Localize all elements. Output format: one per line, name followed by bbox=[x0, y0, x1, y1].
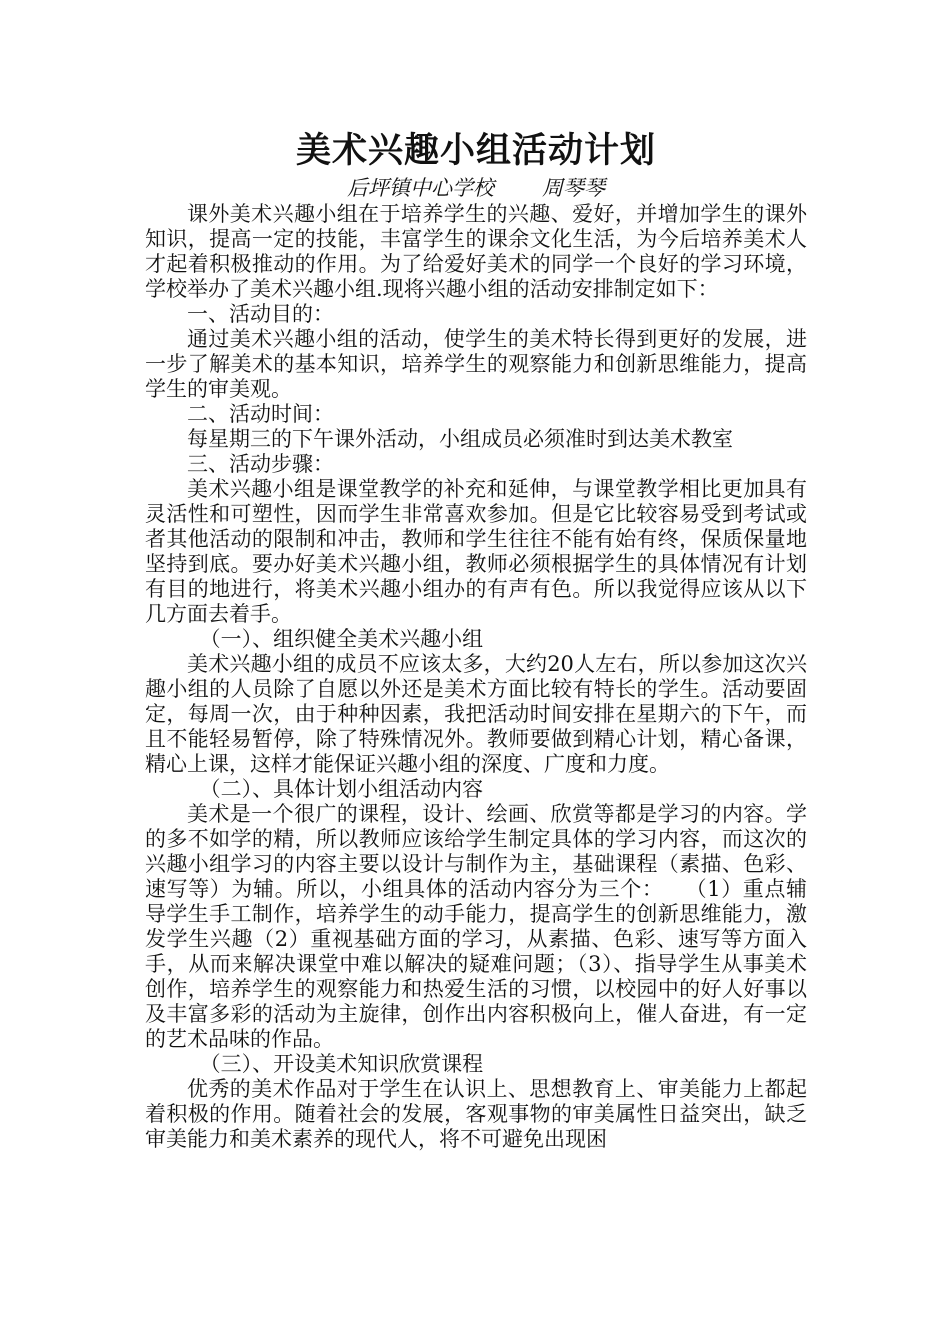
author-name: 周琴琴 bbox=[542, 176, 605, 200]
section-heading-purpose: 一、活动目的： bbox=[187, 302, 334, 326]
purpose-paragraph: 通过美术兴趣小组的活动，使学生的美术特长得到更好的发展，进一步了解美术的基本知识，培养学生的观察能力和创新思维能力，提高学生的审美观。 bbox=[145, 327, 807, 401]
school-name: 后坪镇中心学校 bbox=[347, 176, 494, 200]
intro-paragraph: 课外美术兴趣小组在于培养学生的兴趣、爱好，并增加学生的课外知识，提高一定的技能，丰富学生的课余文化生活，为今后培养美术人才起着积极推动的作用。为了给爱好美术的同学一个良好的学习环境，学校举办了美术兴趣小组.现将兴趣小组的活动安排制定如下： bbox=[145, 202, 807, 301]
subheading-organize: （一）、组织健全美术兴趣小组 bbox=[199, 627, 484, 651]
subheading-content: （二）、具体计划小组活动内容 bbox=[199, 777, 484, 801]
section-heading-steps: 三、活动步骤： bbox=[187, 452, 334, 476]
document-page bbox=[145, 128, 807, 1152]
document-title: 美术兴趣小组活动计划 bbox=[295, 130, 656, 171]
byline bbox=[145, 174, 807, 202]
time-paragraph: 每星期三的下午课外活动，小组成员必须准时到达美术教室 bbox=[187, 427, 733, 451]
subheading-appreciation: （三）、开设美术知识欣赏课程 bbox=[199, 1052, 484, 1076]
appreciation-paragraph: 优秀的美术作品对于学生在认识上、思想教育上、审美能力上都起着积极的作用。随着社会的发展，客观事物的审美属性日益突出，缺乏审美能力和美术素养的现代人，将不可避免出现困 bbox=[145, 1077, 807, 1151]
organize-paragraph: 美术兴趣小组的成员不应该太多，大约20人左右，所以参加这次兴趣小组的人员除了自愿以外还是美术方面比较有特长的学生。活动要固定，每周一次，由于种种因素，我把活动时间安排在星期六的下午，而且不能轻易暂停，除了特殊情况外。教师要做到精心计划，精心备课，精心上课，这样才能保证兴趣小组的深度、广度和力度。 bbox=[145, 652, 807, 776]
content-paragraph: 美术是一个很广的课程，设计、绘画、欣赏等都是学习的内容。学的多不如学的精，所以教师应该给学生制定具体的学习内容，而这次的兴趣小组学习的内容主要以设计与制作为主，基础课程（素描、色彩、速写等）为辅。所以，小组具体的活动内容分为三个： （1）重点辅导学生手工制作，培养学生的动手能力，提高学生的创新思维能力，激发学生兴趣（2）重视基础方面的学习，从素描、色彩、速写等方面入手，从而来解决课堂中难以解决的疑难问题；（3）、指导学生从事美术创作，培养学生的观察能力和热爱生活的习惯，以校园中的好人好事以及丰富多彩的活动为主旋律，创作出内容积极向上，催人奋进，有一定的艺术品味的作品。 bbox=[145, 802, 807, 1051]
steps-paragraph: 美术兴趣小组是课堂教学的补充和延伸，与课堂教学相比更加具有灵活性和可塑性，因而学生非常喜欢参加。但是它比较容易受到考试或者其他活动的限制和冲击，教师和学生往往不能有始有终，保质保量地坚持到底。要办好美术兴趣小组，教师必须根据学生的具体情况有计划有目的地进行，将美术兴趣小组办的有声有色。所以我觉得应该从以下几方面去着手。 bbox=[145, 477, 807, 626]
section-heading-time: 二、活动时间： bbox=[187, 402, 334, 426]
